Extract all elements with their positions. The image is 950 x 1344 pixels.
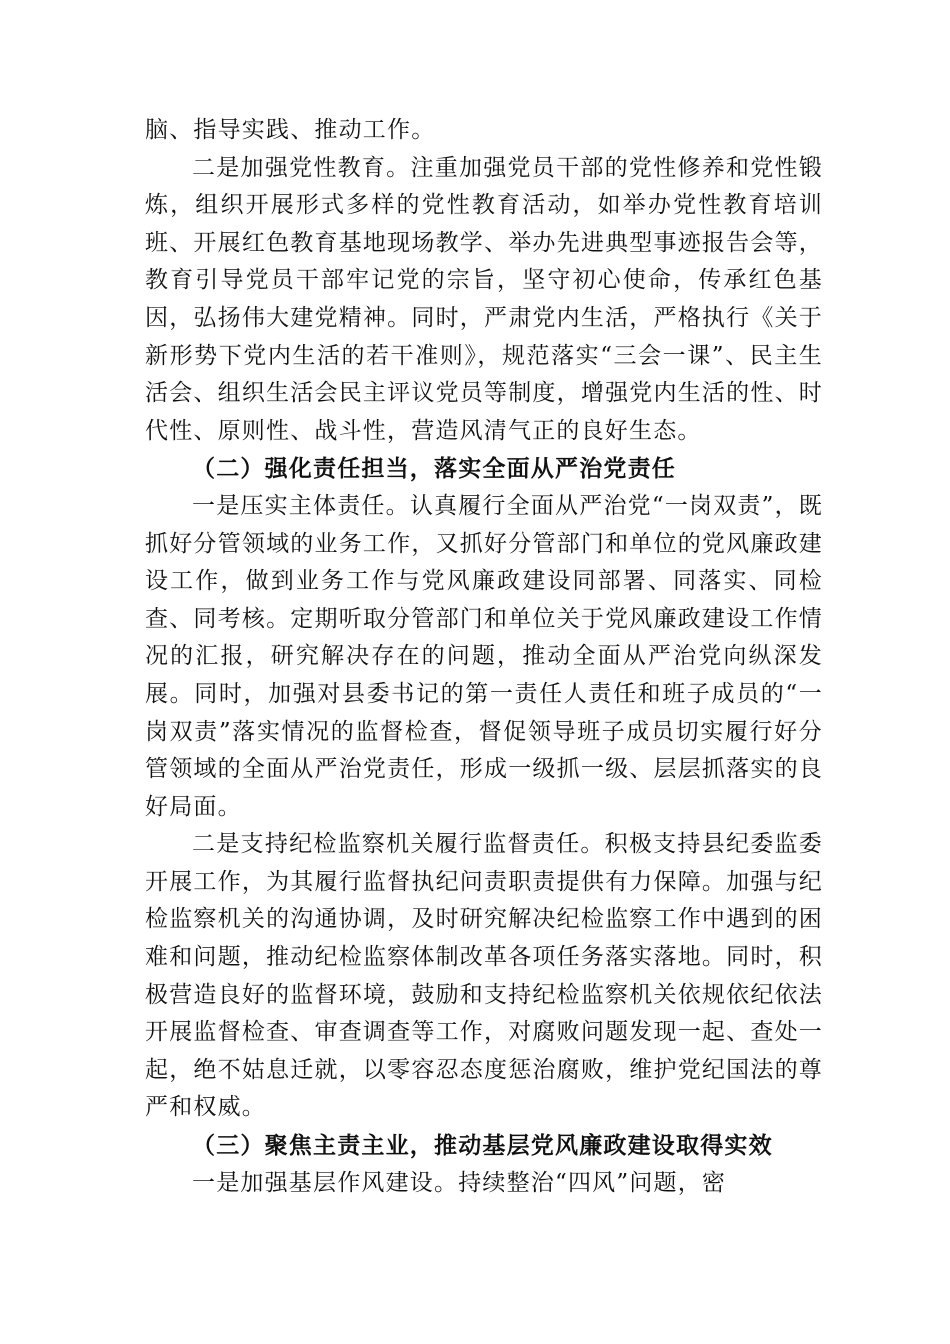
section-heading-3: （三）聚焦主责主业，推动基层党风廉政建设取得实效 [192,1132,773,1160]
paragraph-main-responsibility: 一是压实主体责任。认真履行全面从严治党“一岗双责”，既抓好分管领域的业务工作，又抓好分管部门和单位的党风廉政建设工作，做到业务工作与党风廉政建设同部署、同落实、同检查、同考核。定期听取分管部门和单位关于党风廉政建设工作情况的汇报，研究解决存在的问题，推动全面从严治党向纵深发展。同时，加强对县委书记的第一责任人责任和班子成员的“一岗双责”落实情况的监督检查，督促领导班子成员切实履行好分管领域的全面从严治党责任，形成一级抓一级、层层抓落实的良好局面。 [145,492,823,820]
paragraph-discipline-supervision: 二是支持纪检监察机关履行监督责任。积极支持县纪委监委开展工作，为其履行监督执纪问责职责提供有力保障。加强与纪检监察机关的沟通协调，及时研究解决纪检监察工作中遇到的困难和问题，推动纪检监察体制改革各项任务落实落地。同时，积极营造良好的监督环境，鼓励和支持纪检监察机关依规依纪依法开展监督检查、审查调查等工作，对腐败问题发现一起、查处一起，绝不姑息迁就，以零容忍态度惩治腐败，维护党纪国法的尊严和权威。 [145,831,823,1121]
paragraph-grassroots-style: 一是加强基层作风建设。持续整治“四风”问题，密 [192,1169,727,1196]
section-heading-2: （二）强化责任担当，落实全面从严治党责任 [192,455,676,483]
paragraph-continuation: 脑、指导实践、推动工作。 [145,117,436,143]
paragraph-party-spirit-education: 二是加强党性教育。注重加强党员干部的党性修养和党性锻炼，组织开展形式多样的党性教育活动，如举办党性教育培训班、开展红色教育基地现场教学、举办先进典型事迹报告会等，教育引导党员干部牢记党的宗旨，坚守初心使命，传承红色基因，弘扬伟大建党精神。同时，严肃党内生活，严格执行《关于新形势下党内生活的若干准则》，规范落实“三会一课”、民主生活会、组织生活会民主评议党员等制度，增强党内生活的性、时代性、原则性、战斗性，营造风清气正的良好生态。 [145,154,823,444]
